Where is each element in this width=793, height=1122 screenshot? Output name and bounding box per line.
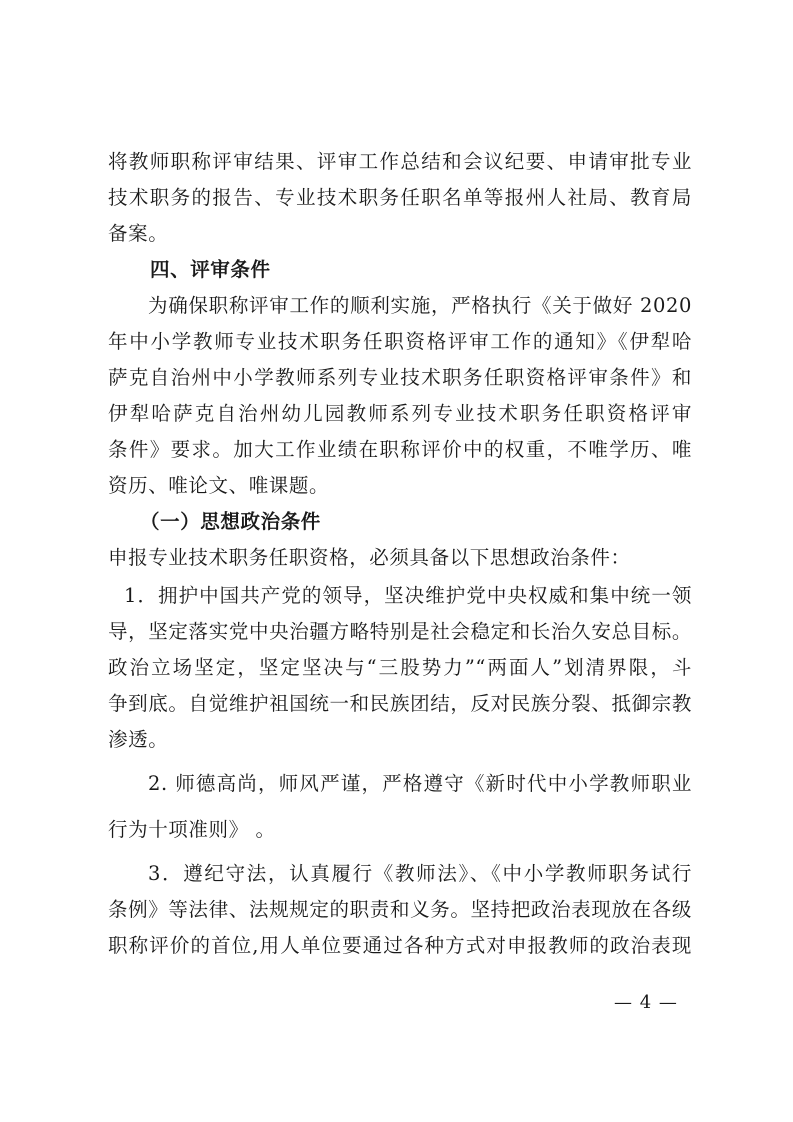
paragraph-line: 资历、唯论文、唯课题。 [108,474,330,497]
paragraph-line: 职称评价的首位,用人单位要通过各种方式对申报教师的政治表现 [108,934,692,957]
paragraph-line: 1．拥护中国共产党的领导，坚决维护党中央权威和集中统一领 [124,584,692,607]
section-heading: 四、评审条件 [150,258,271,281]
paragraph-line: 导，坚定落实党中央治疆方略特别是社会稳定和长治久安总目标。 [108,620,692,643]
paragraph-line: 技术职务的报告、专业技术职务任职名单等报州人社局、教育局 [108,186,692,209]
paragraph-line: 条例》等法律、法规规定的职责和义务。坚持把政治表现放在各级 [108,898,692,921]
paragraph-line: 为确保职称评审工作的顺利实施，严格执行《关于做好 2020 [148,294,692,317]
paragraph-line: 条件》要求。加大工作业绩在职称评价中的权重，不唯学历、唯 [108,438,692,461]
paragraph-line: 3．遵纪守法，认真履行《教师法》、《中小学教师职务试行 [148,862,692,885]
paragraph-line: 萨克自治州中小学教师系列专业技术职务任职资格评审条件》和 [108,366,692,389]
paragraph-line: 将教师职称评审结果、评审工作总结和会议纪要、申请审批专业 [108,150,692,173]
paragraph-line: 备案。 [108,222,169,245]
paragraph-line: 渗透。 [108,728,169,751]
paragraph-line: 2. 师德高尚，师风严谨，严格遵守《新时代中小学教师职业 [148,772,692,795]
paragraph-line: 年中小学教师专业技术职务任职资格评审工作的通知》《伊犁哈 [108,330,692,353]
paragraph-line: 争到底。自觉维护祖国统一和民族团结，反对民族分裂、抵御宗教 [108,692,692,715]
paragraph-line: 申报专业技术职务任职资格，必须具备以下思想政治条件： [108,546,631,569]
subsection-heading: （一）思想政治条件 [140,510,321,533]
paragraph-line: 政治立场坚定，坚定坚决与“三股势力”“两面人”划清界限，斗 [108,656,692,679]
paragraph-line: 行为十项准则》 。 [108,818,276,841]
paragraph-line: 伊犁哈萨克自治州幼儿园教师系列专业技术职务任职资格评审 [108,402,692,425]
page-number: — 4 — [614,992,678,1013]
